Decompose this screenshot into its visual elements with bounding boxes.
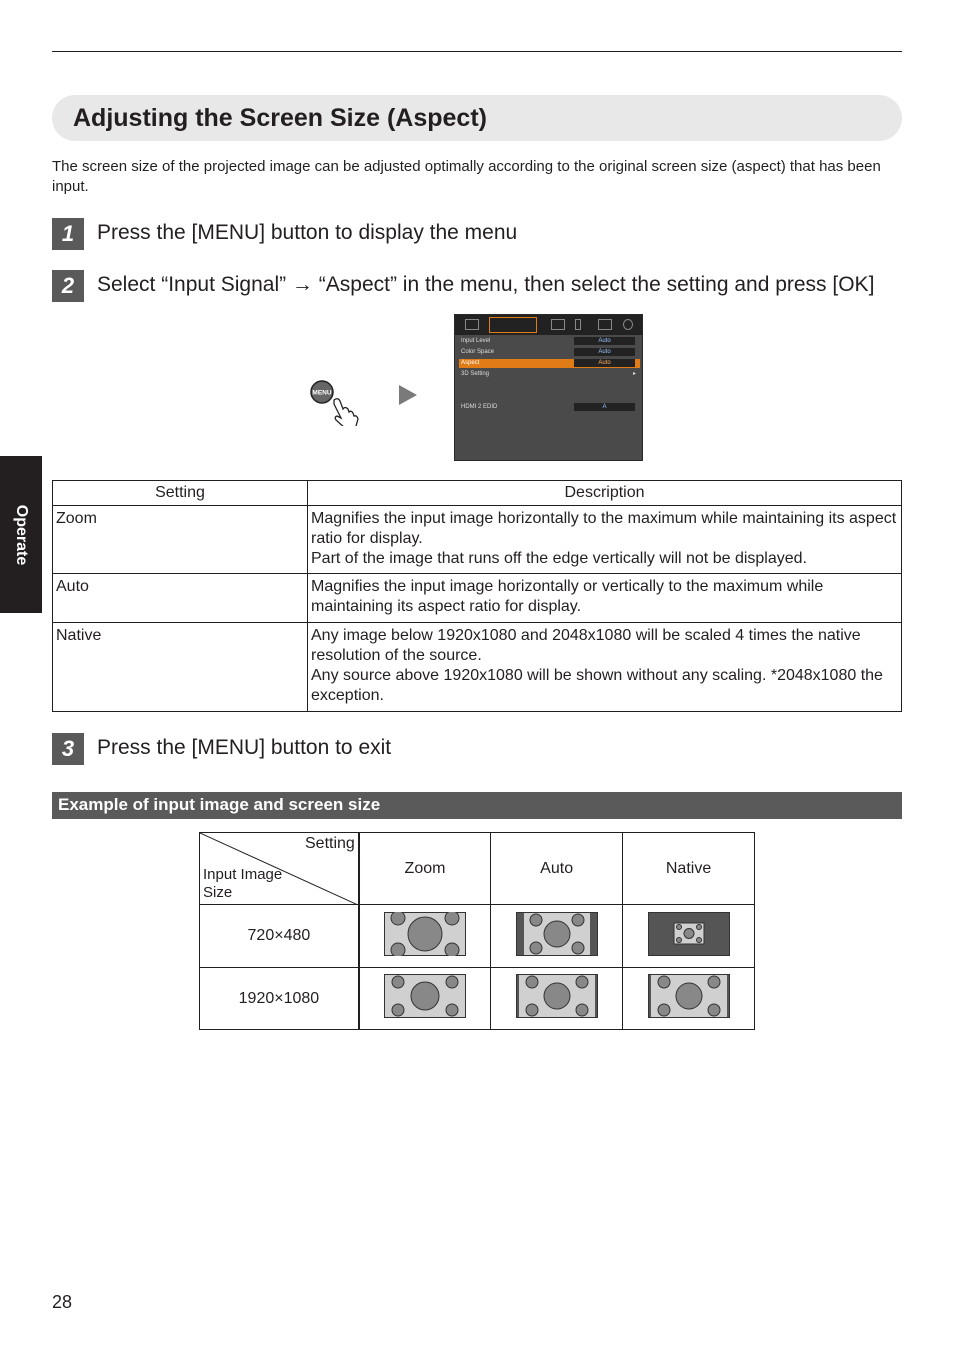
osd-row-hdmi-edid: HDMI 2 EDID A <box>459 403 640 412</box>
chevron-right-icon: ▸ <box>632 371 636 377</box>
osd-row-input-level: Input Level Auto <box>459 337 640 346</box>
auto-1080-thumbnail <box>516 974 598 1018</box>
input-size-cell: 720×480 <box>200 905 359 968</box>
picture-tab-icon <box>465 319 479 330</box>
step-number: 3 <box>52 733 84 765</box>
menu-button-label: MENU <box>312 389 332 397</box>
image-cell <box>491 905 623 968</box>
information-tab-icon <box>623 319 633 330</box>
step-text: Press the [MENU] button to exit <box>97 736 392 759</box>
table-row <box>53 506 902 574</box>
installation-tab-icon <box>551 319 565 330</box>
corner-input-label: Input Image Size <box>203 866 283 901</box>
step-number: 2 <box>52 270 84 302</box>
table-row <box>53 623 902 712</box>
column-header: Zoom <box>359 833 491 905</box>
native-720-thumbnail <box>648 912 730 956</box>
image-cell <box>491 968 623 1030</box>
description-cell: Magnifies the input image horizontally or vertically to the maximum while maintaining its aspect ratio for display. <box>308 574 902 623</box>
example-header-row <box>200 833 755 905</box>
osd-row-3d-setting: 3D Setting ▸ <box>461 371 636 377</box>
image-cell <box>359 905 491 968</box>
page-title: Adjusting the Screen Size (Aspect) <box>73 104 487 132</box>
zoom-1080-thumbnail <box>384 974 466 1018</box>
column-header: Description <box>308 481 902 506</box>
function-tab-icon <box>575 319 581 330</box>
column-header: Auto <box>491 833 623 905</box>
input-signal-tab-icon <box>489 317 537 333</box>
play-arrow-icon <box>399 385 417 405</box>
table-row <box>53 574 902 623</box>
step-number: 1 <box>52 218 84 250</box>
example-row <box>200 905 755 968</box>
intro-text: The screen size of the projected image can be adjusted optimally according to the original screen size (aspect) that has been input. <box>52 158 881 195</box>
auto-720-thumbnail <box>516 912 598 956</box>
page-number: 28 <box>52 1292 73 1312</box>
native-1080-thumbnail <box>648 974 730 1018</box>
section-heading-bar <box>52 792 902 819</box>
setting-cell: Native <box>53 623 308 712</box>
side-tab-label: Operate <box>13 504 30 565</box>
osd-row-color-space: Color Space Auto <box>459 348 640 357</box>
image-cell <box>359 968 491 1030</box>
column-header: Native <box>623 833 755 905</box>
table-header-row <box>53 481 902 506</box>
description-cell: Magnifies the input image horizontally to the maximum while maintaining its aspect ratio for display. Part of the image that runs off the edge vertically will not be displayed. <box>308 506 902 574</box>
osd-tab-bar <box>455 315 642 335</box>
osd-row-aspect: Aspect Auto <box>459 359 640 368</box>
step-text: Press the [MENU] button to display the menu <box>97 221 518 244</box>
top-rule <box>52 51 902 52</box>
example-table <box>199 832 755 1030</box>
side-tab-operate <box>0 456 42 613</box>
image-cell <box>623 968 755 1030</box>
corner-header-cell <box>200 833 359 905</box>
image-cell <box>623 905 755 968</box>
setting-cell: Auto <box>53 574 308 623</box>
column-header: Setting <box>53 481 308 506</box>
setting-cell: Zoom <box>53 506 308 574</box>
settings-table <box>52 480 902 712</box>
display-tab-icon <box>598 319 612 330</box>
description-cell: Any image below 1920x1080 and 2048x1080 will be scaled 4 times the native resolution of the source. Any source above 1920x1080 will be shown without any scaling. *2048x1080 the exception. <box>308 623 902 712</box>
corner-setting-label: Setting <box>305 835 355 852</box>
step-text: Select “Input Signal” → “Aspect” in the menu, then select the setting and press [OK] <box>97 273 875 296</box>
input-size-cell: 1920×1080 <box>200 968 359 1030</box>
section-heading: Example of input image and screen size <box>58 795 381 814</box>
example-row <box>200 968 755 1030</box>
osd-menu-screenshot <box>454 314 643 461</box>
zoom-720-thumbnail <box>384 912 466 956</box>
title-banner <box>52 95 902 141</box>
menu-button-hand-icon <box>308 378 368 426</box>
